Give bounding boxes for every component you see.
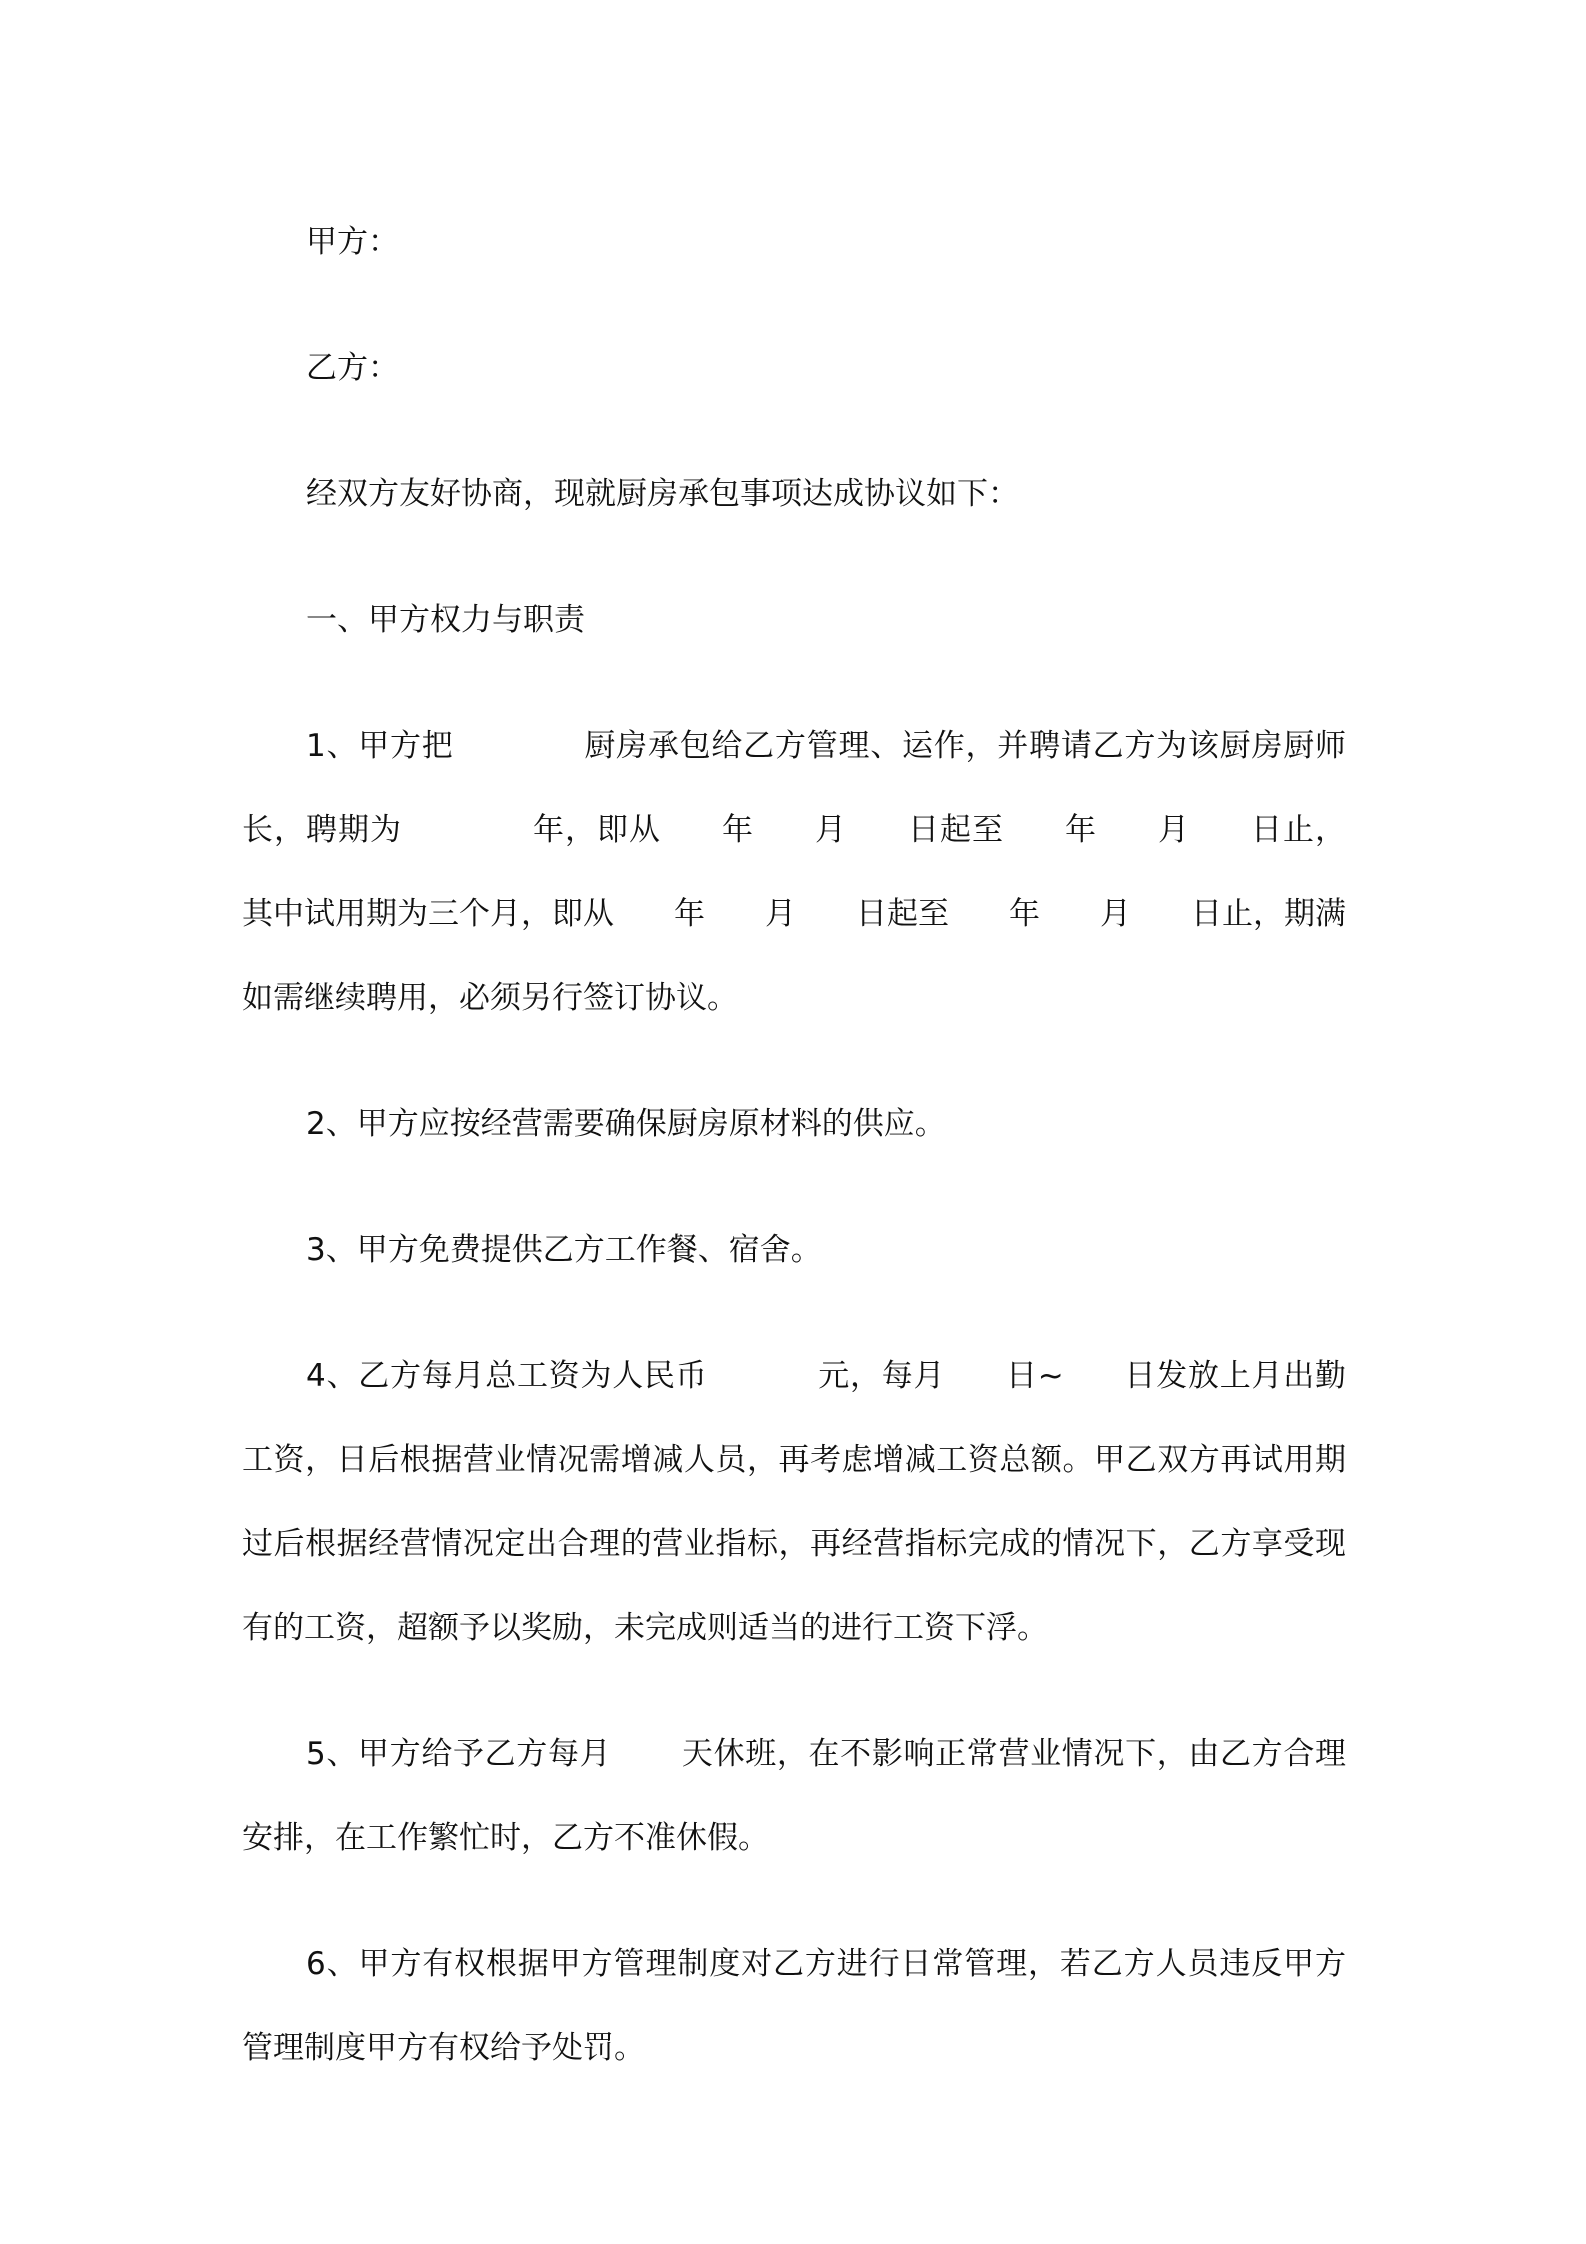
clause-1-text-15: 日止，期满如需继续聘用，必须另行签订协议。 <box>242 896 1346 1016</box>
clause-2-text: 2、甲方应按经营需要确保厨房原材料的供应。 <box>306 1106 946 1142</box>
clause-5-text-2: 天休班，在不影响正常营业情况下，由乙方合理安排，在工作繁忙时，乙方不准休假。 <box>242 1736 1346 1856</box>
clause-1-text-10: 年 <box>674 896 705 932</box>
clause-6-text: 6、甲方有权根据甲方管理制度对乙方进行日常管理，若乙方人员违反甲方管理制度甲方有权给予处罚。 <box>242 1946 1346 2066</box>
clause-2 <box>242 1082 1346 1166</box>
clause-3-text: 3、甲方免费提供乙方工作餐、宿舍。 <box>306 1232 822 1268</box>
clause-5 <box>242 1712 1346 1880</box>
clause-1-text-8: 月 <box>1157 812 1190 848</box>
clause-4-text-3: 日~ <box>1005 1358 1064 1394</box>
clause-1-text-11: 月 <box>765 896 796 932</box>
party-b-label: 乙方： <box>306 350 399 386</box>
clause-1-text-14: 月 <box>1100 896 1131 932</box>
section-1-heading <box>242 578 1346 662</box>
clause-1-text-3: 年，即从 <box>532 812 661 848</box>
clause-5-text-1: 5、甲方给予乙方每月 <box>306 1736 612 1772</box>
clause-4-text-2: 元，每月 <box>817 1358 946 1394</box>
clause-1-text-13: 年 <box>1009 896 1040 932</box>
clause-1-text-12: 日起至 <box>856 896 949 932</box>
party-b-line <box>242 326 1346 410</box>
clause-1-text-4: 年 <box>721 812 754 848</box>
intro-paragraph <box>242 452 1346 536</box>
clause-1 <box>242 704 1346 1040</box>
contract-body <box>242 200 1346 2132</box>
clause-4-text-1: 4、乙方每月总工资为人民币 <box>306 1358 708 1394</box>
intro-text: 经双方友好协商，现就厨房承包事项达成协议如下： <box>306 476 1019 512</box>
clause-1-text-2: 厨房承包给乙方管理、运作，并聘请乙方为该厨房厨师长，聘期为 <box>242 728 1346 848</box>
clause-1-text-6: 日起至 <box>907 812 1004 848</box>
clause-4 <box>242 1334 1346 1670</box>
clause-1-text-7: 年 <box>1064 812 1097 848</box>
clause-1-text-5: 月 <box>814 812 847 848</box>
clause-6 <box>242 1922 1346 2090</box>
party-a-label: 甲方： <box>306 224 399 260</box>
section-1-title: 一、甲方权力与职责 <box>306 602 585 638</box>
clause-4-text-4: 日发放上月出勤工资，日后根据营业情况需增减人员，再考虑增减工资总额。甲乙双方再试用期过后根据经营情况定出合理的营业指标，再经营指标完成的情况下，乙方享受现有的工资，超额予以奖励，未完成则适当的进行工资下浮。 <box>242 1358 1347 1646</box>
clause-1-text-1: 1、甲方把 <box>306 728 454 764</box>
clause-1-text-9: 日止，其中试用期为三个月，即从 <box>242 812 1346 932</box>
party-a-line <box>242 200 1346 284</box>
clause-3 <box>242 1208 1346 1292</box>
